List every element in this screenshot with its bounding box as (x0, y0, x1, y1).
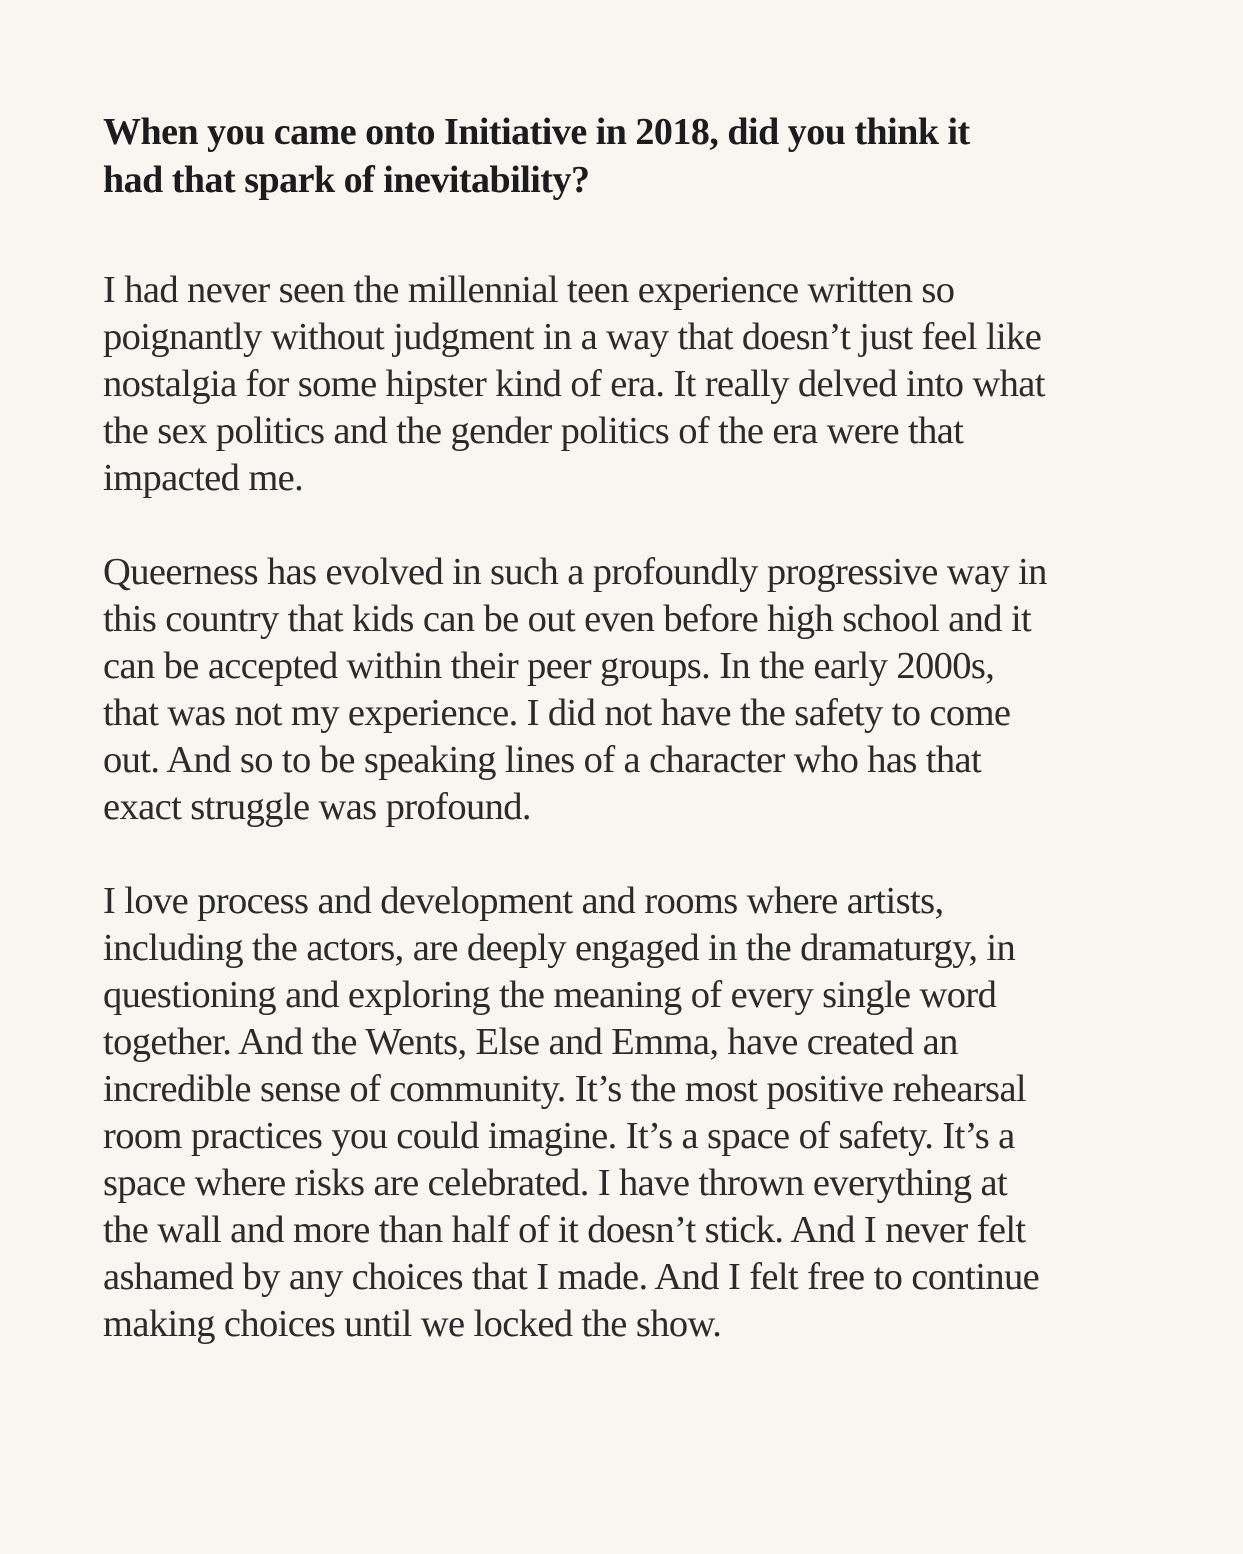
paragraph-line: can be accepted within their peer groups. In the early 2000s, (103, 645, 995, 687)
paragraph-line: the wall and more than half of it doesn’t stick. And I never felt (103, 1209, 1026, 1251)
paragraph-text (103, 878, 1123, 1348)
question-line: When you came onto Initiative in 2018, did you think it (103, 111, 970, 153)
paragraph-line: questioning and exploring the meaning of every single word (103, 974, 997, 1016)
paragraph-line: I had never seen the millennial teen experience written so (103, 269, 955, 311)
paragraph-line: making choices until we locked the show. (103, 1303, 722, 1345)
paragraph-line: incredible sense of community. It’s the most positive rehearsal (103, 1068, 1027, 1110)
paragraph-line: space where risks are celebrated. I have thrown everything at (103, 1162, 1008, 1204)
paragraph-line: impacted me. (103, 457, 304, 499)
answer-paragraph-2 (103, 549, 1123, 831)
paragraph-line: out. And so to be speaking lines of a character who has that (103, 739, 982, 781)
paragraph-line: the sex politics and the gender politics of the era were that (103, 410, 964, 452)
paragraph-line: I love process and development and rooms where artists, (103, 880, 944, 922)
interview-question (103, 108, 1123, 204)
paragraph-line: room practices you could imagine. It’s a space of safety. It’s a (103, 1115, 1015, 1157)
paragraph-text (103, 549, 1123, 831)
question-heading (103, 108, 1123, 204)
paragraph-line: nostalgia for some hipster kind of era. It really delved into what (103, 363, 1045, 405)
paragraph-line: together. And the Wents, Else and Emma, have created an (103, 1021, 958, 1063)
paragraph-line: exact struggle was profound. (103, 786, 531, 828)
paragraph-text (103, 267, 1123, 502)
paragraph-line: ashamed by any choices that I made. And I felt free to continue (103, 1256, 1040, 1298)
paragraph-line: poignantly without judgment in a way that doesn’t just feel like (103, 316, 1042, 358)
answer-paragraph-1 (103, 267, 1123, 502)
paragraph-line: that was not my experience. I did not have the safety to come (103, 692, 1011, 734)
answer-paragraph-3 (103, 878, 1123, 1348)
paragraph-line: Queerness has evolved in such a profoundly progressive way in (103, 551, 1047, 593)
paragraph-line: including the actors, are deeply engaged in the dramaturgy, in (103, 927, 1016, 969)
paragraph-line: this country that kids can be out even before high school and it (103, 598, 1032, 640)
question-line: had that spark of inevitability? (103, 159, 590, 201)
